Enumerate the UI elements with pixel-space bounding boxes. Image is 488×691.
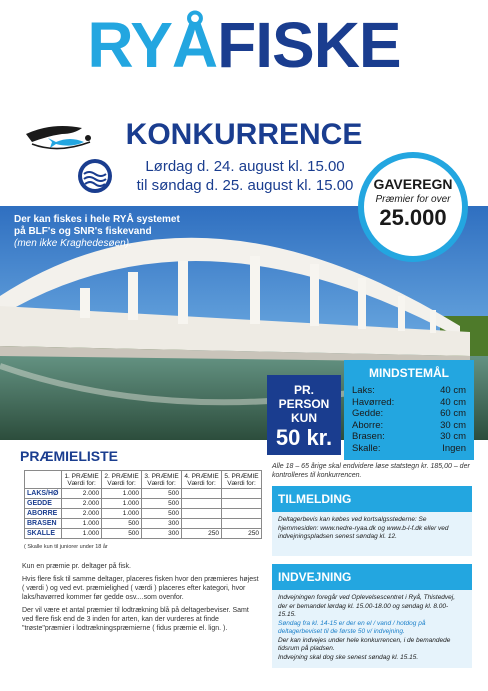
cell: 1.000 xyxy=(102,499,142,509)
weigh-in-text: Der kan indvejes under hele konkurrencen, i de bemandede tidsrum på pladsen. xyxy=(278,636,451,652)
cell: 2.000 xyxy=(62,499,102,509)
size-fish: Havørred: xyxy=(352,396,395,408)
cell: 300 xyxy=(142,519,182,529)
size-fish: Aborre: xyxy=(352,419,384,431)
size-value: 40 cm xyxy=(440,385,466,396)
cell: 2.000 xyxy=(62,489,102,499)
size-fish: Laks: xyxy=(352,385,375,396)
table-header xyxy=(221,471,261,489)
poster-title xyxy=(0,8,488,82)
table-row xyxy=(25,519,262,529)
table-header xyxy=(182,471,222,489)
cell: 500 xyxy=(102,529,142,539)
cell xyxy=(221,519,261,529)
weigh-in-box xyxy=(272,564,472,668)
title-part2: FISKE xyxy=(217,9,401,81)
table-row xyxy=(25,529,262,539)
cell: 1.000 xyxy=(102,509,142,519)
table-note: ( Skalle kun til juniorer under 18 år xyxy=(24,544,108,550)
badge-sub: Præmier for over xyxy=(375,194,451,205)
caption-line-3: (men ikke Kraghedesøen). xyxy=(14,238,132,249)
table-row xyxy=(25,509,262,519)
table-header xyxy=(142,471,182,489)
prize-badge xyxy=(358,152,468,262)
size-value: 30 cm xyxy=(440,419,466,431)
header-label: 2. PRÆMIE xyxy=(104,472,139,480)
cell: 250 xyxy=(182,529,222,539)
minimum-size-box xyxy=(344,360,474,460)
header-sub: Værdi for: xyxy=(107,479,136,487)
cell xyxy=(182,509,222,519)
header-label: 4. PRÆMIE xyxy=(184,472,219,480)
date-line-2: til søndag d. 25. august kl. 15.00 xyxy=(136,177,354,194)
header-sub: Værdi for: xyxy=(147,479,176,487)
header-sub: Værdi for: xyxy=(187,479,216,487)
row-label: BRASEN xyxy=(25,519,62,529)
cell: 1.000 xyxy=(62,519,102,529)
rules-paragraph: Der vil være et antal præmier til lodtrækning blå på deltagerbeviser. Samt ved flere fisk end de 3 inden for arten, kan der vurderes at finde "trøste"præmier i lodtrækningspræmierne ( fidus præmie el. lign. ). xyxy=(22,607,249,632)
registration-title: TILMELDING xyxy=(272,486,472,512)
size-value: 30 cm xyxy=(440,431,466,442)
poster-subtitle: KONKURRENCE xyxy=(125,118,363,151)
fish-icon xyxy=(22,120,94,156)
weigh-in-text: Indvejningen foregår ved Oplevelsescentret i Ryå, Thistedvej, der er bemandet lørdag kl. 15.00-18.00 og søndag kl. 8.00-15.15. xyxy=(278,594,456,618)
cell: 500 xyxy=(142,489,182,499)
row-label: ABORRE xyxy=(25,509,62,519)
size-fish: Skalle: xyxy=(352,442,381,454)
title-part1: RYÅ xyxy=(87,9,218,81)
table-header xyxy=(102,471,142,489)
weigh-in-body xyxy=(272,590,472,667)
badge-amount: 25.000 xyxy=(379,205,447,230)
cell xyxy=(182,499,222,509)
header-label: 5. PRÆMIE xyxy=(224,472,259,480)
badge-title: GAVEREGN xyxy=(373,176,453,192)
rules-paragraph: Hvis flere fisk til samme deltager, placeres fisken hvor den præmieres højest ( værdi ) og ved evt. præmielighed ( værdi ) placeres efter kategori, hvor laks/havørred kommer før gedde osv....som ovenfor. xyxy=(22,576,259,601)
cell xyxy=(221,509,261,519)
header-sub: Værdi for: xyxy=(67,479,96,487)
row-label: GEDDE xyxy=(25,499,62,509)
price-line-3: KUN xyxy=(291,411,317,425)
table-header-row xyxy=(25,471,262,489)
cell: 1.000 xyxy=(62,529,102,539)
size-value: Ingen xyxy=(442,442,466,454)
cell: 500 xyxy=(102,519,142,529)
cell xyxy=(221,489,261,499)
header-label: 3. PRÆMIE xyxy=(144,472,179,480)
date-line-1: Lørdag d. 24. august kl. 15.00 xyxy=(145,158,345,175)
event-dates xyxy=(115,157,375,195)
table-row xyxy=(25,489,262,499)
cell xyxy=(182,519,222,529)
price-line-1: PR. xyxy=(293,383,314,397)
photo-caption xyxy=(14,214,344,250)
cell: 2.000 xyxy=(62,509,102,519)
row-label: SKALLE xyxy=(25,529,62,539)
header-sub: Værdi for: xyxy=(227,479,256,487)
club-logo-icon xyxy=(77,158,113,194)
rules-paragraph: Kun en præmie pr. deltager på fisk. xyxy=(22,563,131,570)
size-row xyxy=(352,443,466,455)
cell: 250 xyxy=(221,529,261,539)
cell: 1.000 xyxy=(102,489,142,499)
rules-text xyxy=(22,562,262,637)
prize-list-title: PRÆMIELISTE xyxy=(20,448,119,464)
size-fish: Brasen: xyxy=(352,431,385,442)
age-note: Alle 18 – 65 årige skal endvidere løse statstegn kr. 185,00 – der kontrolleres til konkurrencen. xyxy=(272,463,470,479)
weigh-in-highlight: Søndag fra kl. 14-15 er der en el / vand / hotdog på deltagerbeviset til de første 50 v/ indvejning. xyxy=(278,619,426,635)
table-header xyxy=(62,471,102,489)
size-row xyxy=(352,431,466,443)
price-amount: 50 kr. xyxy=(275,425,333,450)
table-row xyxy=(25,499,262,509)
size-value: 40 cm xyxy=(440,396,466,408)
weigh-in-text: Indvejning skal dog ske senest søndag kl. 15.15. xyxy=(278,653,419,661)
size-fish: Gedde: xyxy=(352,408,384,419)
size-row xyxy=(352,385,466,397)
price-box xyxy=(267,375,341,455)
minimum-size-title: MINDSTEMÅL xyxy=(369,366,449,380)
cell xyxy=(182,489,222,499)
table-header-empty xyxy=(25,471,62,489)
size-row xyxy=(352,408,466,420)
cell: 500 xyxy=(142,509,182,519)
registration-text: Deltagerbevis kan købes ved kortsalgsstederne: Se hjemmesiden: www.nedre-ryaa.dk og www.b-l-f.dk eller ved indvejningspladsen senest søndag kl. 12. xyxy=(278,516,449,540)
registration-box xyxy=(272,486,472,556)
price-line-2: PERSON xyxy=(278,397,330,411)
caption-line-2: på BLF's og SNR's fiskevand xyxy=(14,226,152,237)
header-label: 1. PRÆMIE xyxy=(64,472,99,480)
cell xyxy=(221,499,261,509)
size-row xyxy=(352,420,466,432)
weigh-in-title: INDVEJNING xyxy=(272,564,472,590)
cell: 500 xyxy=(142,499,182,509)
row-label: LAKS/HØ xyxy=(25,489,62,499)
size-row xyxy=(352,397,466,409)
prize-table xyxy=(24,470,262,539)
size-value: 60 cm xyxy=(440,408,466,419)
caption-line-1: Der kan fiskes i hele RYÅ systemet xyxy=(14,214,180,225)
cell: 300 xyxy=(142,529,182,539)
